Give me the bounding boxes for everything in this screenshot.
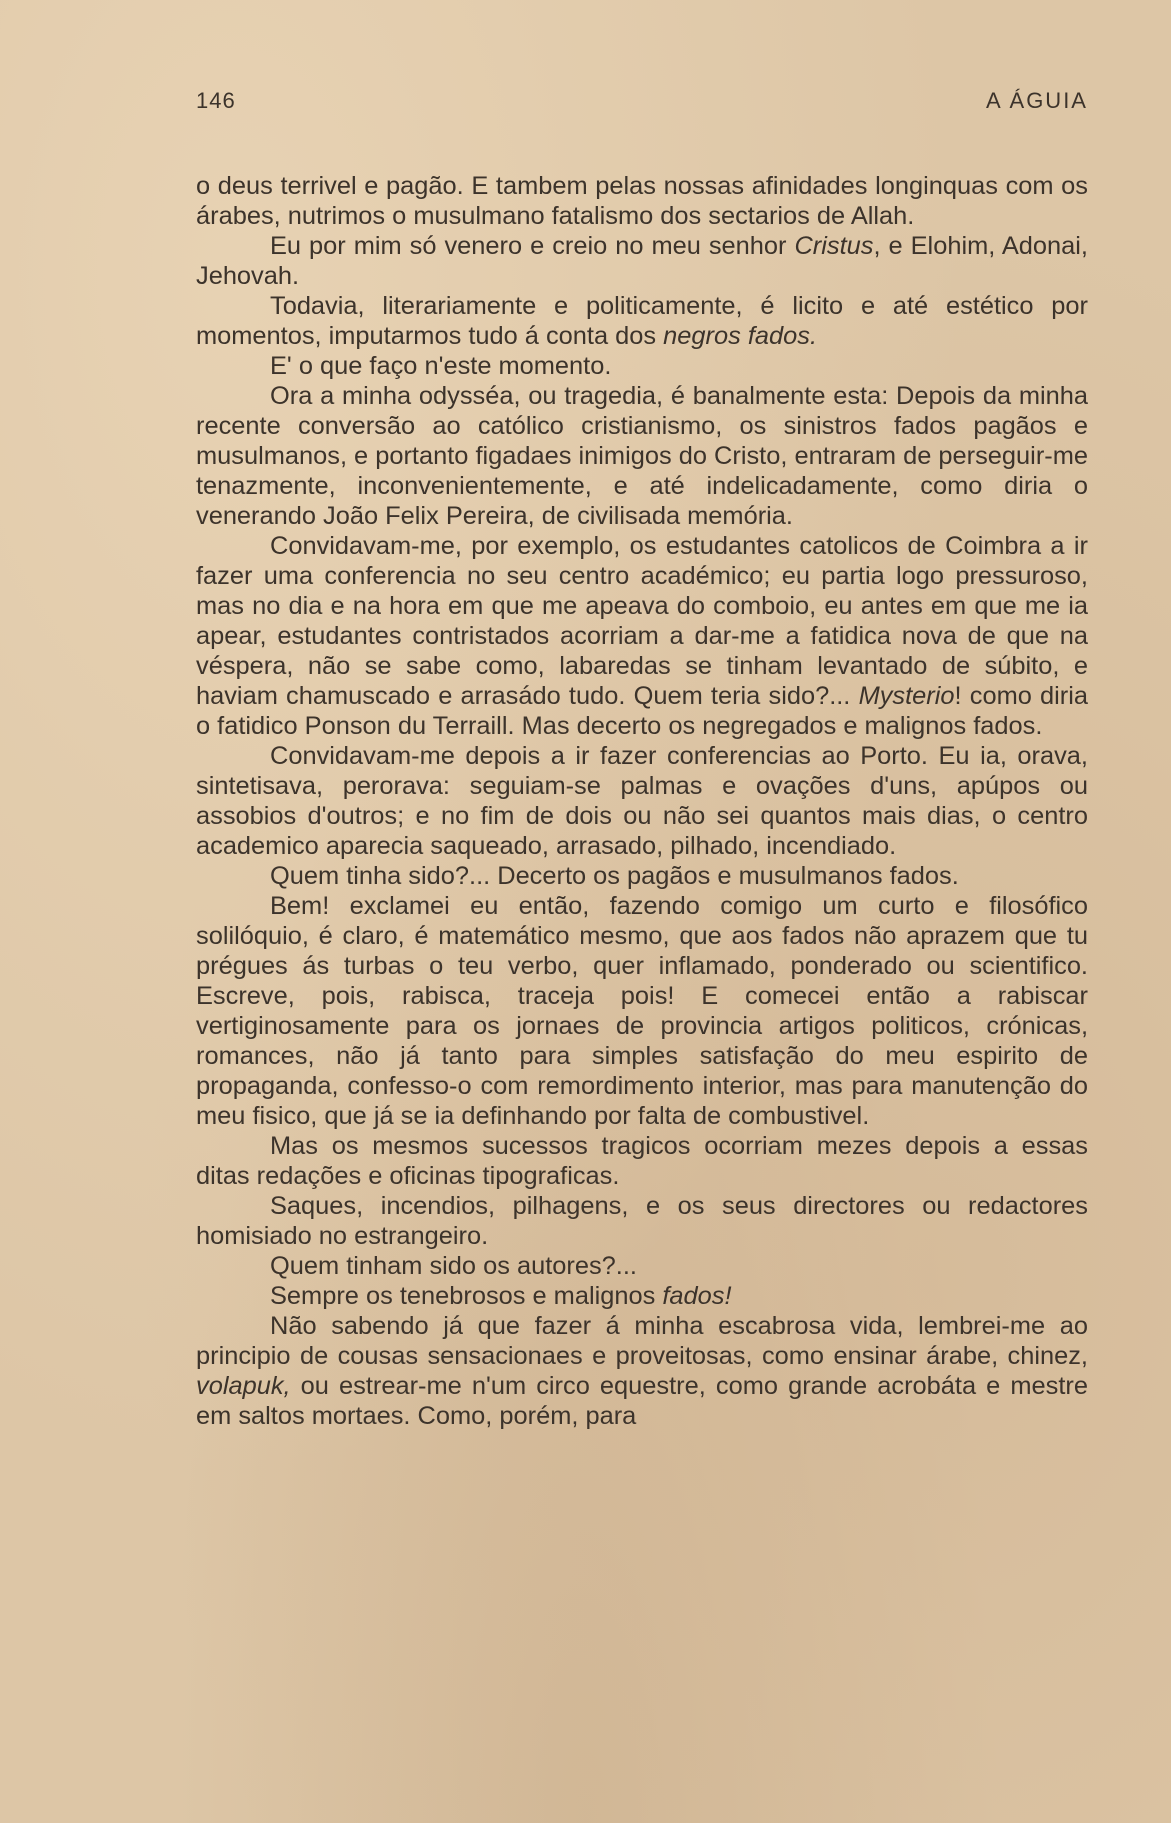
text-segment: Não sabendo já que fazer á minha escabrosa vida, lembrei-me ao principio de cousas sensacionaes e proveitosas, como ensinar árabe, chinez, <box>196 1312 1088 1370</box>
italic-text-segment: negros fados. <box>663 322 817 350</box>
text-segment: o deus terrivel e pagão. E tambem pelas nossas afinidades longinquas com os árabes, nutrimos o musulmano fatalismo dos sectarios de Allah. <box>196 172 1088 230</box>
paragraph <box>196 531 1088 741</box>
text-segment: Bem! exclamei eu então, fazendo comigo um curto e filosófico solilóquio, é claro, é matemático mesmo, que aos fados não aprazem que tu prégues ás turbas o teu verbo, quer inflamado, ponderado ou scientifico. Escreve, pois, rabisca, traceja pois! E comecei então a rabiscar vertiginosamente para os jornaes de provincia artigos politicos, crónicas, romances, não já tanto para simples satisfação do meu espirito de propaganda, confesso-o com remordimento interior, mas para manutenção do meu fisico, que já se ia definhando por falta de combustivel. <box>196 892 1088 1130</box>
text-segment: Mas os mesmos sucessos tragicos ocorriam mezes depois a essas ditas redações e oficinas tipograficas. <box>196 1132 1088 1190</box>
paragraph <box>196 891 1088 1131</box>
paragraph <box>196 231 1088 291</box>
text-segment: Saques, incendios, pilhagens, e os seus directores ou redactores homisiado no estrangeiro. <box>196 1192 1088 1250</box>
italic-text-segment: volapuk, <box>196 1372 291 1400</box>
italic-text-segment: Cristus <box>794 232 874 260</box>
text-segment: Quem tinham sido os autores?... <box>270 1252 637 1280</box>
paragraph <box>196 1281 1088 1311</box>
paragraph <box>196 171 1088 231</box>
paragraph <box>196 741 1088 861</box>
text-segment: Convidavam-me depois a ir fazer conferencias ao Porto. Eu ia, orava, sintetisava, perorava: seguiam-se palmas e ovações d'uns, apúpos ou assobios d'outros; e no fim de dois ou não sei quantos mais dias, o centro academico aparecia saqueado, arrasado, pilhado, incendiado. <box>196 742 1088 860</box>
paragraph <box>196 1191 1088 1251</box>
italic-text-segment: Mysterio <box>858 682 955 710</box>
text-segment: ! como diria o fatidico Ponson du Terraill. Mas decerto os negregados e malignos fados. <box>196 682 1089 740</box>
text-segment: Ora a minha odysséa, ou tragedia, é banalmente esta: Depois da minha recente conversão ao católico cristianismo, os sinistros fados pagãos e musulmanos, e portanto figadaes inimigos do Cristo, entraram de perseguir-me tenazmente, inconvenientemente, e até indelicadamente, como diria o venerando João Felix Pereira, de civilisada memória. <box>196 382 1088 530</box>
page-number: 146 <box>196 88 236 113</box>
text-segment: Sempre os tenebrosos e malignos <box>270 1282 663 1310</box>
text-segment: Convidavam-me, por exemplo, os estudantes catolicos de Coimbra a ir fazer uma conferencia no seu centro académico; eu partia logo pressuroso, mas no dia e na hora em que me apeava do comboio, eu antes em que me ia apear, estudantes contristados acorriam a dar-me a fatidica nova de que na véspera, não se sabe como, labaredas se tinham levantado de súbito, e haviam chamuscado e arrasádo tudo. Quem teria sido?... <box>196 532 1088 710</box>
body-text <box>196 171 1088 1431</box>
paragraph <box>196 1131 1088 1191</box>
text-segment: Quem tinha sido?... Decerto os pagãos e musulmanos fados. <box>270 862 959 890</box>
text-segment: ou estrear-me n'um circo equestre, como grande acrobáta e mestre em saltos mortaes. Como, porém, para <box>196 1372 1088 1430</box>
paragraph <box>196 291 1088 351</box>
paragraph <box>196 381 1088 531</box>
paragraph <box>196 351 1088 381</box>
journal-title: A ÁGUIA <box>985 88 1088 113</box>
paragraph <box>196 861 1088 891</box>
paragraph <box>196 1251 1088 1281</box>
running-head <box>196 88 1088 116</box>
text-segment: Eu por mim só venero e creio no meu senhor <box>270 232 795 260</box>
italic-text-segment: fados! <box>662 1282 732 1310</box>
text-segment: E' o que faço n'este momento. <box>270 352 612 380</box>
paragraph <box>196 1311 1088 1431</box>
text-segment: , e Elohim, Adonai, Jehovah. <box>196 232 1088 290</box>
text-segment: Todavia, literariamente e politicamente, é licito e até estético por momentos, imputarmos tudo á conta dos <box>196 292 1088 350</box>
